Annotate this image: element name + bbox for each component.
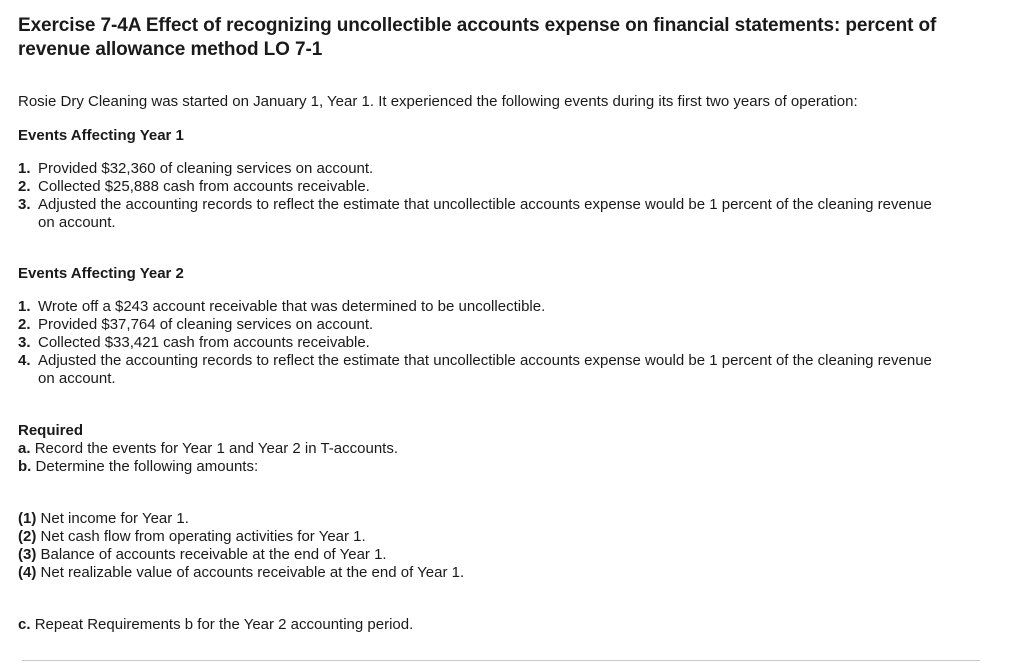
amounts-list <box>18 510 993 582</box>
requirement-b-text: Determine the following amounts: <box>35 458 259 475</box>
list-item <box>18 546 993 564</box>
requirement-b-label: b. <box>18 458 32 475</box>
exercise-title: Exercise 7-4A Effect of recognizing uncollectible accounts expense on financial statements: percent of revenue allowance method LO 7-1 <box>18 15 937 60</box>
event-number: 3. <box>18 196 31 213</box>
event-text: Adjusted the accounting records to reflect the estimate that uncollectible accounts expense would be 1 percent of the cleaning revenue on account. <box>38 352 932 387</box>
requirement-b <box>18 458 993 476</box>
event-number: 2. <box>18 178 31 195</box>
list-item <box>18 352 993 388</box>
event-text: Collected $25,888 cash from accounts receivable. <box>38 178 370 195</box>
event-number: 1. <box>18 160 31 177</box>
list-item <box>18 510 993 528</box>
requirement-a <box>18 440 993 458</box>
event-number: 2. <box>18 316 31 333</box>
amount-text: Net income for Year 1. <box>40 510 189 527</box>
required-heading <box>18 422 993 440</box>
year2-heading: Events Affecting Year 2 <box>18 265 184 282</box>
list-item <box>18 298 993 316</box>
list-item <box>18 196 993 232</box>
amount-label: (3) <box>18 546 37 563</box>
event-number: 1. <box>18 298 31 315</box>
intro-text: Rosie Dry Cleaning was started on January 1, Year 1. It experienced the following events during its first two years of operation: <box>18 93 858 110</box>
requirement-c <box>18 616 993 634</box>
list-item <box>18 564 993 582</box>
requirement-a-label: a. <box>18 440 31 457</box>
event-text: Adjusted the accounting records to reflect the estimate that uncollectible accounts expense would be 1 percent of the cleaning revenue on account. <box>38 196 932 231</box>
amount-text: Net realizable value of accounts receivable at the end of Year 1. <box>40 564 465 581</box>
list-item <box>18 316 993 334</box>
year1-events-list <box>18 160 993 232</box>
year2-events-list <box>18 298 993 388</box>
list-item <box>18 528 993 546</box>
event-text: Provided $32,360 of cleaning services on account. <box>38 160 374 177</box>
event-text: Wrote off a $243 account receivable that was determined to be uncollectible. <box>38 298 546 315</box>
amount-label: (4) <box>18 564 37 581</box>
year1-heading: Events Affecting Year 1 <box>18 127 184 144</box>
event-number: 4. <box>18 352 31 369</box>
amount-text: Net cash flow from operating activities for Year 1. <box>40 528 366 545</box>
event-text: Collected $33,421 cash from accounts receivable. <box>38 334 370 351</box>
requirement-c-text: Repeat Requirements b for the Year 2 accounting period. <box>34 616 414 633</box>
bottom-divider <box>22 660 980 661</box>
requirement-c-label: c. <box>18 616 31 633</box>
required-section <box>18 422 993 476</box>
event-number: 3. <box>18 334 31 351</box>
list-item <box>18 160 993 178</box>
amount-text: Balance of accounts receivable at the end of Year 1. <box>40 546 387 563</box>
amount-label: (2) <box>18 528 37 545</box>
event-text: Provided $37,764 of cleaning services on account. <box>38 316 374 333</box>
exercise-page <box>18 14 993 634</box>
list-item <box>18 178 993 196</box>
requirement-a-text: Record the events for Year 1 and Year 2 in T-accounts. <box>34 440 398 457</box>
list-item <box>18 334 993 352</box>
amount-label: (1) <box>18 510 37 527</box>
required-heading-text: Required <box>18 422 84 439</box>
